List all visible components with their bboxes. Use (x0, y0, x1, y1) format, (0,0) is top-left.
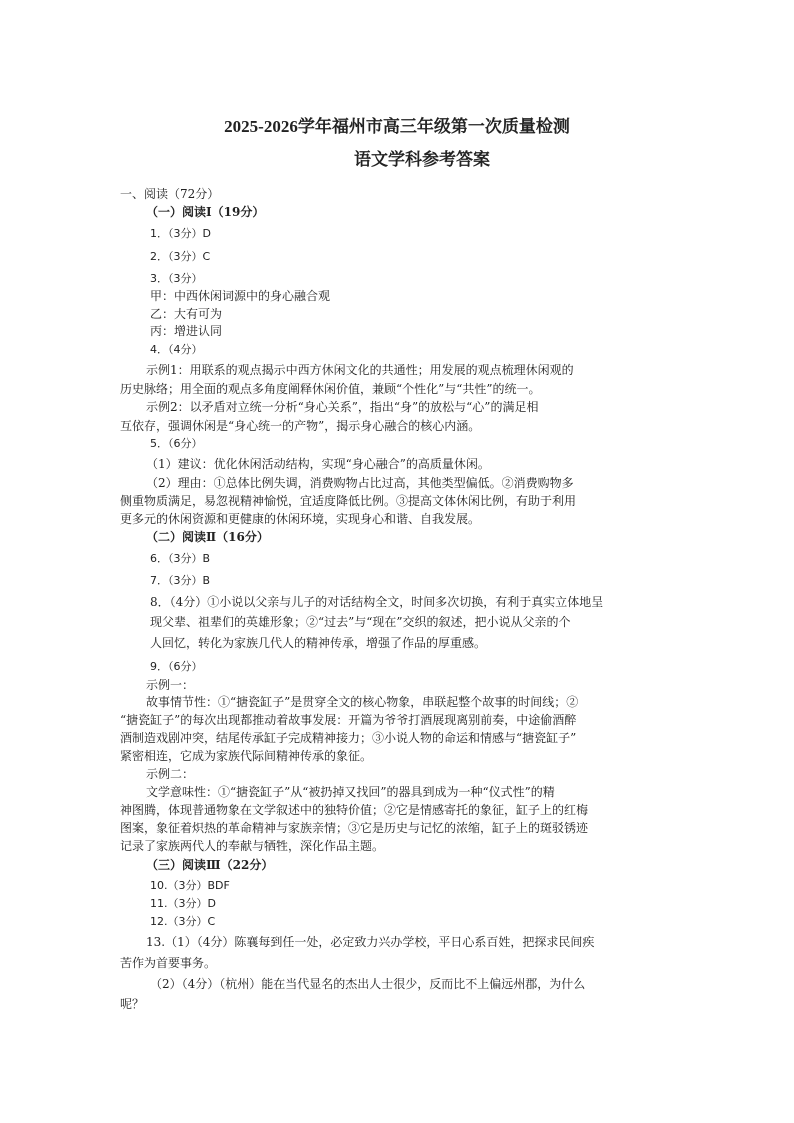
answer-line: 7．（3分）B (150, 574, 211, 587)
answer-line: 示例1：用联系的观点揭示中西方休闲文化的共通性；用发展的观点梳理休闲观的 (146, 363, 574, 377)
answer-line: 2．（3分）C (150, 250, 211, 263)
answer-line: 故事情节性：①“搪瓷缸子”是贯穿全文的核心物象，串联起整个故事的时间线；② (146, 695, 579, 709)
answer-line: 历史脉络；用全面的观点多角度阐释休闲价值，兼顾“个性化”与“共性”的统一。 (120, 382, 541, 396)
answer-line: “搪瓷缸子”的每次出现都推动着故事发展：开篇为爷爷打酒展现离别前奏，中途偷酒醉 (120, 713, 577, 727)
subsection-heading-reading-2: （二）阅读Ⅱ（16分） (146, 530, 269, 544)
answer-line: 5．（6分） (150, 437, 203, 450)
answer-line: 示例一： (146, 678, 195, 692)
answer-line: （1）建议：优化休闲活动结构，实现“身心融合”的高质量休闲。 (146, 457, 490, 471)
answer-line: 紧密相连，它成为家族代际间精神传承的象征。 (120, 749, 373, 763)
answer-line: （2）理由：①总体比例失调，消费购物占比过高，其他类型偏低。②消费购物多 (146, 476, 574, 490)
subsection-heading-reading-3: （三）阅读Ⅲ（22分） (146, 858, 274, 872)
document-subtitle: 语文学科参考答案 (354, 150, 490, 170)
answer-line: 苦作为首要事务。 (120, 956, 217, 970)
answer-line: 1．（3分）D (150, 227, 211, 240)
answer-line: 酒制造戏剧冲突，结尾传承缸子完成精神接力；③小说人物的命运和情感与“搪瓷缸子” (120, 731, 577, 745)
answer-line: 文学意味性：①“搪瓷缸子”从“被扔掉又找回”的器具到成为一种“仪式性”的精 (146, 785, 555, 799)
answer-line: 9．（6分） (150, 660, 203, 673)
section-heading-reading: 一、阅读（72分） (120, 187, 220, 201)
answer-line: 丙：增进认同 (150, 324, 223, 338)
answer-line: 更多元的休闲资源和更健康的休闲环境，实现身心和谐、自我发展。 (120, 512, 481, 526)
answer-line: 11.（3分）D (150, 897, 216, 910)
answer-line: 3．（3分） (150, 272, 203, 285)
subsection-heading-reading-1: （一）阅读Ⅰ（19分） (146, 205, 265, 219)
answer-line: 呢？ (120, 997, 145, 1011)
answer-line: （2）（4分）（杭州）能在当代显名的杰出人士很少，反而比不上偏远州郡，为什么 (150, 977, 586, 991)
answer-line: 神图腾，体现普通物象在文学叙述中的独特价值；②它是情感寄托的象征，缸子上的红梅 (120, 803, 589, 817)
answer-line: 互依存，强调休闲是“身心统一的产物”，揭示身心融合的核心内涵。 (120, 419, 481, 433)
answer-line: 12.（3分）C (150, 915, 216, 928)
answer-line: 13.（1）（4分）陈襄每到任一处，必定致力兴办学校，平日心系百姓，把探求民间疾 (146, 935, 595, 949)
answer-line: 记录了家族两代人的奉献与牺牲，深化作品主题。 (120, 839, 385, 853)
answer-line: 图案，象征着炽热的革命精神与家族亲情；③它是历史与记忆的浓缩，缸子上的斑驳锈迹 (120, 821, 589, 835)
answer-line: 示例二： (146, 767, 195, 781)
answer-line: 乙：大有可为 (150, 307, 223, 321)
answer-line: 8．（4分）①小说以父亲与儿子的对话结构全文，时间多次切换，有利于真实立体地呈 (150, 595, 604, 609)
answer-line: 甲：中西休闲词源中的身心融合观 (150, 289, 331, 303)
answer-line: 示例2：以矛盾对立统一分析“身心关系”，指出“身”的放松与“心”的满足相 (146, 400, 539, 414)
answer-line: 4．（4分） (150, 343, 203, 356)
answer-line: 6．（3分）B (150, 552, 211, 565)
answer-line: 现父辈、祖辈们的英雄形象；②“过去”与“现在”交织的叙述，把小说从父亲的个 (150, 615, 571, 629)
document-title: 2025-2026学年福州市高三年级第一次质量检测 (224, 117, 570, 136)
answer-line: 10.（3分）BDF (150, 879, 230, 892)
answer-line: 侧重物质满足，易忽视精神愉悦，宜适度降低比例。③提高文体休闲比例，有助于利用 (120, 494, 577, 508)
answer-line: 人回忆，转化为家族几代人的精神传承，增强了作品的厚重感。 (150, 636, 487, 650)
